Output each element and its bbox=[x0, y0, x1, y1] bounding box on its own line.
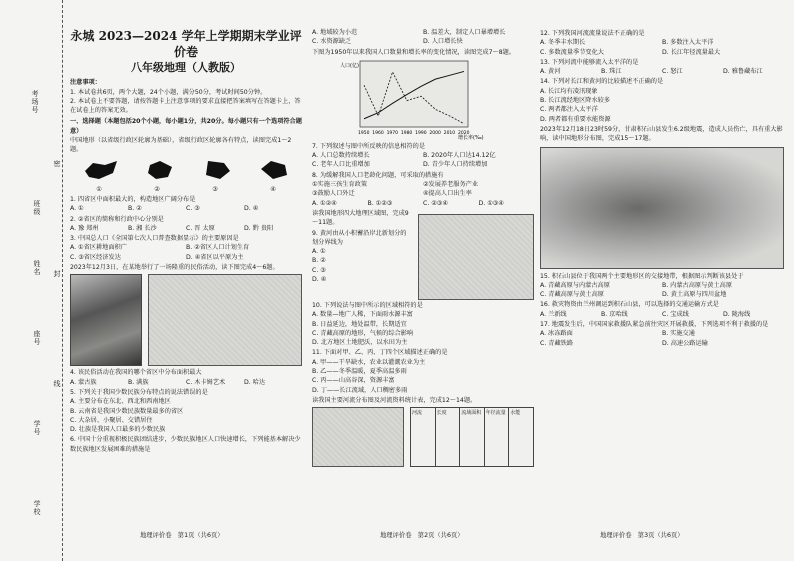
option: A. 冰冻路面 bbox=[540, 330, 573, 338]
question-16: 16. 救灾物资由兰州调运到积石山县，可以选择的交通运输方式是 bbox=[540, 301, 719, 309]
option: B. 京哈线 bbox=[601, 310, 628, 318]
option: B. 2020年人口达14.12亿 bbox=[423, 152, 496, 160]
province-shapes bbox=[70, 155, 302, 185]
option: A. ①②④ bbox=[312, 199, 337, 207]
china-terrain-map bbox=[540, 147, 784, 269]
option: C. ③省区经济发达 bbox=[70, 253, 121, 261]
question-6: 6. 中国十分重视积极民族团结进步，少数民族地区人口快速增长，下列能基本解决少数民族地区发展困难的措施是 bbox=[70, 436, 301, 453]
question-4-options bbox=[70, 378, 302, 387]
option: D. ①③④ bbox=[478, 199, 504, 207]
option: C. 木卡姆艺术 bbox=[186, 378, 226, 386]
option: D. 黄土高原与四川盆地 bbox=[662, 291, 727, 299]
option: D. ④省区以平原为主 bbox=[186, 253, 244, 261]
option: D. 陇海线 bbox=[723, 310, 751, 318]
option: A. ①省区耕地面积广 bbox=[70, 244, 127, 252]
x-tick-label: 2000 bbox=[429, 130, 441, 136]
statement: ③鼓励人口外迁 bbox=[312, 190, 355, 198]
option: C. 两者都注入太平洋 bbox=[540, 106, 598, 114]
province-shape-1 bbox=[83, 159, 119, 181]
question-7-options bbox=[312, 151, 534, 170]
question-12: 12. 下列我国河流流量说法不正确的是 bbox=[540, 30, 645, 37]
x-tick-label: 1990 bbox=[415, 130, 427, 136]
option: D. 两者都有重要水能资源 bbox=[540, 115, 611, 123]
option: A. ① bbox=[312, 248, 326, 256]
option: C. ③ bbox=[312, 266, 326, 274]
question-3-options bbox=[70, 243, 302, 262]
question-17: 17. 地震发生后，中国国家救援队紧急前往灾区开展救援，下列选项不利于救援的是 bbox=[540, 321, 769, 329]
population-chart bbox=[338, 57, 488, 141]
question-8: 8. 为缓解我国人口老龄化问题，可采取的措施有 bbox=[312, 171, 444, 179]
figure-row bbox=[70, 274, 302, 366]
option: B. 湘 长沙 bbox=[128, 224, 157, 232]
option: A. 主要分布在东北、西北和西南地区 bbox=[70, 398, 171, 406]
question-7: 7. 下列叙述与图中所反映的信息相符的是 bbox=[312, 142, 426, 150]
table-header-cell: 河流 bbox=[411, 408, 436, 466]
table-header-cell: 年径流量 bbox=[485, 408, 510, 466]
option: A. 兰新线 bbox=[540, 310, 567, 318]
option: A. 豫 郑州 bbox=[70, 224, 99, 232]
shape-label: ① bbox=[96, 185, 102, 193]
option: C. 青藏高原与黄土高原 bbox=[540, 291, 604, 299]
statement: ④提高人口出生率 bbox=[423, 190, 472, 198]
binding-label-class: 班级 bbox=[33, 200, 41, 216]
seal-mark: 密 bbox=[53, 160, 61, 168]
option: C. 水资源缺乏 bbox=[312, 38, 352, 46]
option: B. 乙——冬季温暖，夏季高温多雨 bbox=[312, 368, 407, 376]
seal-mark: 封 bbox=[53, 270, 61, 278]
option: D. 北方地区土地肥沃，以水田为主 bbox=[312, 339, 408, 347]
binding-label-exam-room: 考场号 bbox=[31, 90, 39, 114]
x-tick-label: 2020 bbox=[458, 130, 470, 136]
question-intro: 读我国主要河流分布图及河流资料统计表，完成12～14题。 bbox=[312, 396, 477, 404]
question-1: 1. 四省区中面积最大的，构造地区广阔分布是 bbox=[70, 195, 196, 203]
option: A. 甲——干旱缺水，农业以灌溉农业为主 bbox=[312, 358, 426, 366]
x-tick-label: 1980 bbox=[400, 130, 413, 136]
shape-label: ② bbox=[154, 185, 160, 193]
page2-column bbox=[312, 28, 534, 533]
exam-title: 永城 2023—2024 学年上学期期末学业评价卷 bbox=[70, 29, 302, 59]
question-3: 3. 中国总人口《全国第七次人口普查数据显示》的主要原因是 bbox=[70, 235, 239, 243]
china-minorities-map bbox=[148, 274, 302, 366]
option: D. 高速公路运输 bbox=[662, 339, 708, 347]
y-right-axis-label: 增长率(‰) bbox=[458, 134, 484, 141]
china-regions-map bbox=[418, 214, 534, 300]
question-5: 5. 下列关于我国少数民族分布特点的说法错误的是 bbox=[70, 388, 208, 396]
question-10: 10. 下列说法与图中所示的区域相符的是 bbox=[312, 301, 423, 309]
shape-label: ③ bbox=[212, 185, 218, 193]
question-8-options bbox=[312, 199, 534, 208]
statement: ①实施三孩生育政策 bbox=[312, 181, 368, 189]
question-intro: 2023年12月3日，在某地举行了一场隆重的民俗活动，读下图完成4～6题。 bbox=[70, 264, 279, 272]
carryover-options bbox=[312, 28, 534, 47]
option: C. 丙——山高谷深，资源丰富 bbox=[312, 377, 395, 385]
option: D. 丁——长江流域，人口稠密多雨 bbox=[312, 386, 408, 394]
option: C. 青藏高原的地形，气候的综合影响 bbox=[312, 329, 414, 337]
question-15: 15. 积石山县位于我国两个主要地形区的交接地带，根据图示判断该县处于 bbox=[540, 272, 744, 280]
option: A. 蒙古族 bbox=[70, 378, 97, 386]
page-footer: 地理评价卷 第2页（共6页） bbox=[380, 532, 464, 539]
option: D. 青少年人口持续增加 bbox=[423, 161, 488, 169]
option: A. 人口总数持续增长 bbox=[312, 152, 370, 160]
option: C. 宝成线 bbox=[662, 310, 689, 318]
option: A. ① bbox=[70, 205, 84, 213]
province-shape-4 bbox=[259, 159, 289, 181]
option: A. 冬季丰水期长 bbox=[540, 39, 586, 47]
notice-heading: 注意事项： bbox=[70, 79, 101, 87]
page-footer: 地理评价卷 第1页（共6页） bbox=[140, 532, 224, 539]
question-17-options bbox=[540, 329, 784, 348]
x-tick-label: 1950 bbox=[358, 130, 370, 136]
option: A. 青藏高原与内蒙古高原 bbox=[540, 281, 610, 289]
option: C. 怒江 bbox=[662, 68, 683, 76]
shape-label: ④ bbox=[270, 185, 276, 193]
option: C. 青藏铁路 bbox=[540, 339, 574, 347]
table-header-cell: 长度 bbox=[436, 408, 461, 466]
option: D. 哈达 bbox=[244, 378, 266, 386]
option: D. 雅鲁藏布江 bbox=[723, 68, 763, 76]
china-rivers-map bbox=[312, 407, 404, 467]
option: B. 日益延边，地处温带，长期适宜 bbox=[312, 320, 407, 328]
option: A. 地域较为小范 bbox=[312, 29, 358, 36]
seal-mark: 线 bbox=[53, 380, 61, 388]
option: A. 长江均有凌汛现象 bbox=[540, 87, 598, 95]
option: B. 温差大，制定人口暴增增长 bbox=[423, 29, 506, 36]
option: B. 满族 bbox=[128, 378, 149, 386]
option: B. 珠江 bbox=[601, 68, 622, 76]
option: B. 长江流经地区降水较多 bbox=[540, 97, 611, 105]
statement: ②发展养老服务产业 bbox=[423, 181, 479, 189]
chart-x-ticks bbox=[358, 130, 470, 136]
option: B. ①②③ bbox=[367, 199, 393, 207]
option: D. 长江年径流量最大 bbox=[662, 48, 721, 56]
exam-subtitle: 八年级地理（人教版） bbox=[131, 61, 241, 74]
table-header-cell: 水能 bbox=[510, 410, 521, 417]
binding-label-name: 姓名 bbox=[33, 260, 41, 276]
question-8-statements bbox=[312, 180, 534, 199]
question-intro: 下图为1950年以来我国人口数量和增长率的变化情况，读图完成7～8题。 bbox=[312, 48, 516, 56]
question-intro: 读我国地形四大地理区域图，完成9～11题。 bbox=[312, 209, 409, 227]
option: B. ②省区人口计划生育 bbox=[186, 244, 250, 252]
section-heading: 一、选择题（本题包括20个小题，每小题1分，共20分。每小题只有一个选项符合题意） bbox=[70, 118, 302, 135]
option: B. ② bbox=[312, 257, 326, 265]
notice-item: 1. 本试卷共6页，两个大题，24个小题，满分50分，考试时间50分钟。 bbox=[70, 88, 267, 96]
binding-label-seat: 座号 bbox=[33, 330, 41, 346]
option: D. 壮族是我国人口最多的少数民族 bbox=[70, 426, 166, 434]
river-data-table bbox=[410, 407, 534, 467]
question-intro: 中国地形（以省级行政区轮廓为基础），省级行政区轮廓各有特点，读图完成1～2题。 bbox=[70, 137, 292, 154]
x-tick-label: 2010 bbox=[443, 130, 456, 136]
option: D. ④ bbox=[244, 205, 259, 213]
question-13: 13. 下列河流中能够流入太平洋的是 bbox=[540, 58, 639, 66]
option: D. ④ bbox=[312, 276, 327, 284]
page3-column bbox=[540, 28, 784, 533]
page1-column bbox=[70, 28, 302, 533]
option: C. 晋 太原 bbox=[186, 224, 215, 232]
province-shape-3 bbox=[202, 159, 232, 181]
option: B. 多数注入太平洋 bbox=[662, 39, 714, 47]
option: C. ③ bbox=[186, 205, 200, 213]
x-tick-label: 1960 bbox=[372, 130, 384, 136]
question-11: 11. 下面对甲、乙、丙、丁四个区域描述正确的是 bbox=[312, 349, 448, 357]
question-16-options bbox=[540, 310, 784, 319]
table-header-cell: 流域面积 bbox=[460, 408, 485, 466]
question-12-options bbox=[540, 38, 784, 57]
option: A. 数量—地广人稀，下面雨水源丰富 bbox=[312, 311, 413, 319]
dancer-photo bbox=[70, 274, 142, 366]
option: D. 黔 贵阳 bbox=[244, 224, 274, 232]
question-9: 9. 黄河由从小积蓄沿岸北新划分的划分界线为 bbox=[312, 229, 407, 246]
y-left-axis-label: 人口(亿) bbox=[340, 62, 359, 69]
option: B. 实施交通 bbox=[662, 330, 695, 338]
shape-labels bbox=[70, 185, 302, 194]
question-15-options bbox=[540, 281, 784, 300]
option: D. 人口增长快 bbox=[423, 38, 463, 46]
option: C. 大杂居、小聚居、交错居住 bbox=[70, 416, 153, 424]
question-13-options bbox=[540, 67, 784, 76]
x-tick-label: 1970 bbox=[386, 130, 399, 136]
question-intro: 2023年12月18日23时59分，甘肃积石山县发生6.2级地震，造成人员伤亡，具有重大影响，读中国地形分布图，完成15～17题。 bbox=[540, 125, 783, 143]
binding-label-id: 学号 bbox=[33, 420, 41, 436]
notice-item: 2. 本试卷上不要答题，请按答题卡上注意事项的要求直接把答案填写在答题卡上，答在试卷上的答案无效。 bbox=[70, 97, 301, 115]
question-14: 14. 下列对长江和黄河的比较描述不正确的是 bbox=[540, 78, 664, 86]
question-1-options bbox=[70, 204, 302, 213]
option: B. 内蒙古高原与黄土高原 bbox=[662, 281, 733, 289]
binding-label-school: 学校 bbox=[33, 500, 41, 516]
option: B. 云南省是我国少数民族数量最多的省区 bbox=[70, 407, 184, 415]
binding-margin bbox=[0, 0, 63, 561]
option: C. 老年人口比重增加 bbox=[312, 161, 370, 169]
option: C. 多数流量季节变化大 bbox=[540, 48, 604, 56]
question-2-options bbox=[70, 224, 302, 233]
province-shape-2 bbox=[146, 159, 176, 181]
option: C. ②③④ bbox=[423, 199, 448, 207]
option: B. ② bbox=[128, 205, 142, 213]
question-2: 2. ②省区的简称和行政中心分别是 bbox=[70, 215, 164, 223]
question-4: 4. 该民俗活动在我国的哪个省区中分布面积最大 bbox=[70, 369, 202, 377]
option: A. 黄河 bbox=[540, 68, 561, 76]
page-footer: 地理评价卷 第3页（共6页） bbox=[600, 532, 684, 539]
